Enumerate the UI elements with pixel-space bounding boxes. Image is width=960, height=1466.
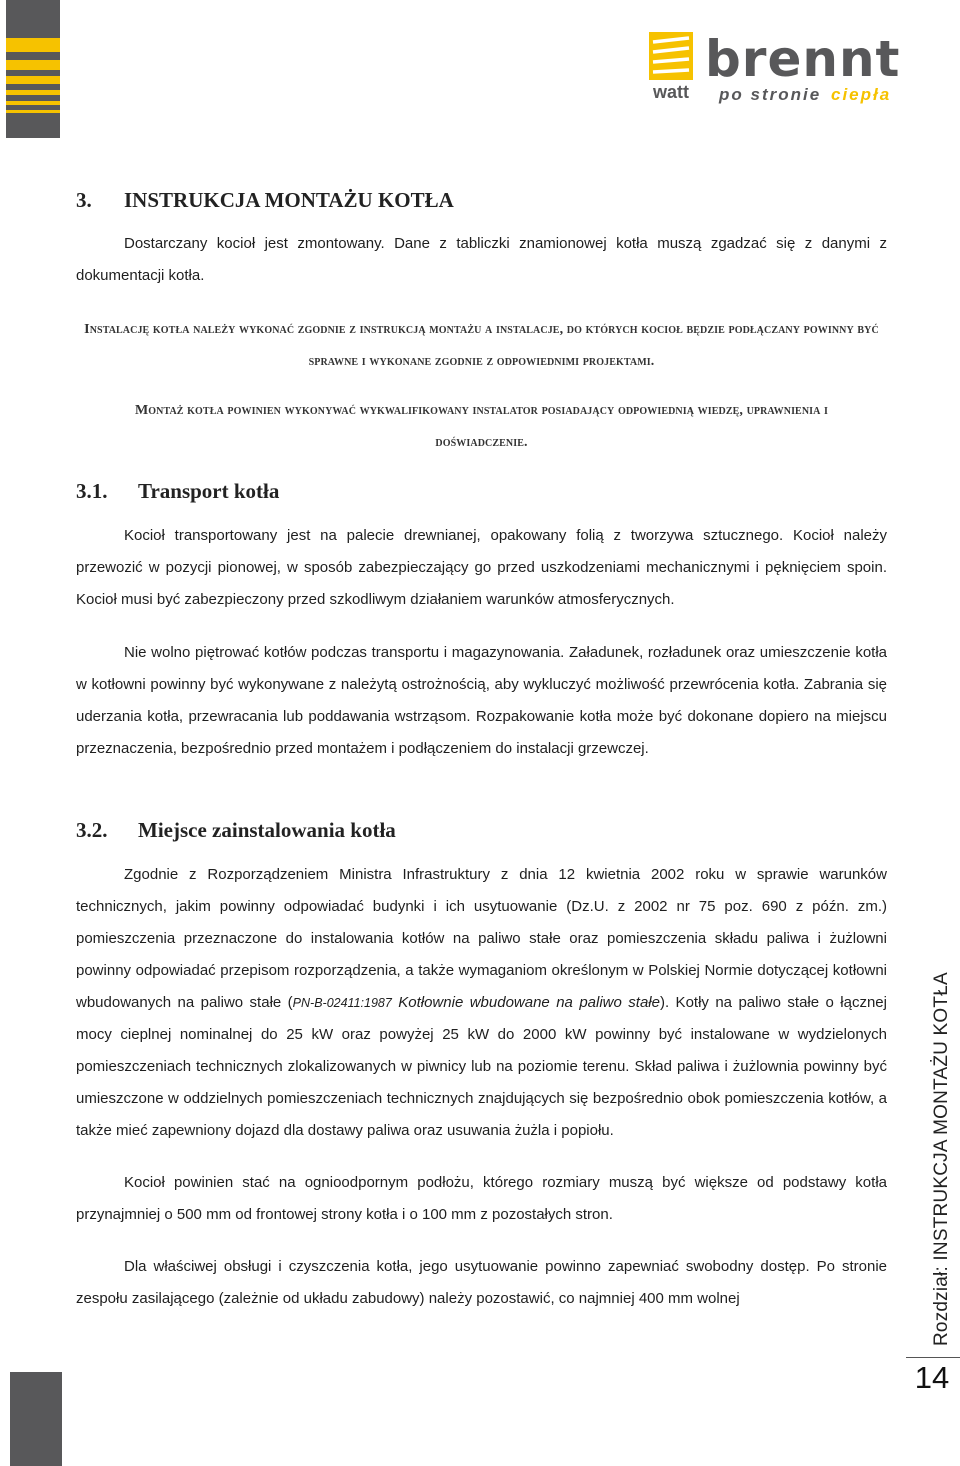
logo-wordmark: brennt	[705, 30, 901, 88]
section-number: 3.	[76, 188, 92, 212]
page-number: 14	[914, 1360, 950, 1395]
transport-paragraph-2: Nie wolno piętrować kotłów podczas transportu i magazynowania. Załadunek, rozładunek oraz umieszczenie kotła w kotłowni powinny być wykonywane z należytą ostrożnością, aby wykluczyć możliwość przewrócenia kotła. Zabrania się uderzania kotła, przewracania lub poddawania wstrząsom. Rozpakowanie kotła może być dokonane dopiero na miejscu przeznaczenia, bezpośrednio przed montażem i podłączeniem do instalacji grzewczej.	[76, 644, 887, 757]
brand-logo-graphic	[645, 28, 925, 110]
intro-paragraph: Dostarczany kocioł jest zmontowany. Dane z tabliczki znamionowej kotła muszą zgadzać się z danymi z dokumentacji kotła.	[76, 235, 887, 284]
brand-logo	[645, 28, 925, 110]
logo-tagline-b: ciepła	[831, 85, 892, 104]
location-paragraph-3: Dla właściwej obsługi i czyszczenia kotła, jego usytuowanie powinno zapewniać swobodny dostęp. Po stronie zespołu zasilającego (zależnie od układu zabudowy) należy pozostawić, co najmniej 400 mm wolnej	[76, 1258, 887, 1307]
subsection-number: 3.1.	[76, 479, 108, 503]
subsection-title: Transport kotła	[138, 479, 280, 503]
installation-note: Instalację kotła należy wykonać zgodnie z instrukcją montażu a instalacje, do których kocioł będzie podłączany powinny być sprawne i wykonane zgodnie z odpowiednimi projektami.	[84, 322, 879, 369]
section-heading	[76, 188, 454, 213]
logo-mark-text: watt	[653, 82, 689, 102]
location-paragraph-1	[76, 859, 887, 1147]
location-paragraph-2: Kocioł powinien stać na ognioodpornym podłożu, którego rozmiary muszą być większe od podstawy kotła przynajmniej o 500 mm od frontowej strony kotła i o 100 mm z pozostałych stron.	[76, 1174, 887, 1223]
section-title: INSTRUKCJA MONTAŻU KOTŁA	[124, 188, 454, 212]
transport-paragraph-1: Kocioł transportowany jest na palecie drewnianej, opakowany folią z tworzywa sztucznego. Kocioł należy przewozić w pozycji pionowej, w sposób zabezpieczający go przed uszkodzeniami mechanicznymi i pęknięciem spoin. Kocioł musi być zabezpieczony przed szkodliwym działaniem warunków atmosferycznych.	[76, 527, 887, 608]
top-corner-decoration	[6, 0, 60, 138]
subsection-heading-transport	[76, 479, 279, 504]
bottom-corner-decoration	[10, 1372, 62, 1466]
norm-code: PN-B-02411:1987	[292, 996, 392, 1010]
norm-title: Kotłownie wbudowane na paliwo stałe	[391, 994, 660, 1011]
subsection-number: 3.2.	[76, 818, 108, 842]
location-text-end: ). Kotły na paliwo stałe o łącznej mocy cieplnej nominalnej do 25 kW oraz powyżej 25 kW do 2000 kW powinny być instalowane w wydzielonych pomieszczeniach technicznych zlokalizowanych w piwnicy lub na poziomie terenu. Skład paliwa i żużlownia powinny być umieszczone w oddzielnych pomieszczeniach technicznych znajdujących się bezpośrednio obok pomieszczenia kotłów, a także mieć zapewniony dojazd dla dostawy paliwa oraz usuwania żużla i popiołu.	[76, 994, 887, 1139]
subsection-title: Miejsce zainstalowania kotła	[138, 818, 396, 842]
qualification-note: Montaż kotła powinien wykonywać wykwalifikowany instalator posiadający odpowiednią wiedzę, uprawnienia i doświadczenie.	[134, 403, 829, 450]
chapter-sidebar-label: Rozdział: INSTRUKCJA MONTAŻU KOTŁA	[931, 972, 952, 1346]
logo-tagline-a: po stronie	[719, 85, 822, 104]
subsection-heading-location	[76, 818, 396, 843]
sidebar-divider	[906, 1357, 960, 1358]
location-text-start: Zgodnie z Rozporządzeniem Ministra Infrastruktury z dnia 12 kwietnia 2002 roku w sprawie warunków technicznych, jakim powinny odpowiadać budynki i ich usytuowanie (Dz.U. z 2002 nr 75 poz. 690 z późn. zm.) pomieszczenia przeznaczone do instalowania kotłów na paliwo stałe oraz pomieszczenia składu paliwa i żużlowni powinny odpowiadać przepisom rozporządzenia, a także wymaganiom określonym w Polskiej Normie dotyczącej kotłowni wbudowanych na paliwo stałe (	[76, 866, 887, 1011]
